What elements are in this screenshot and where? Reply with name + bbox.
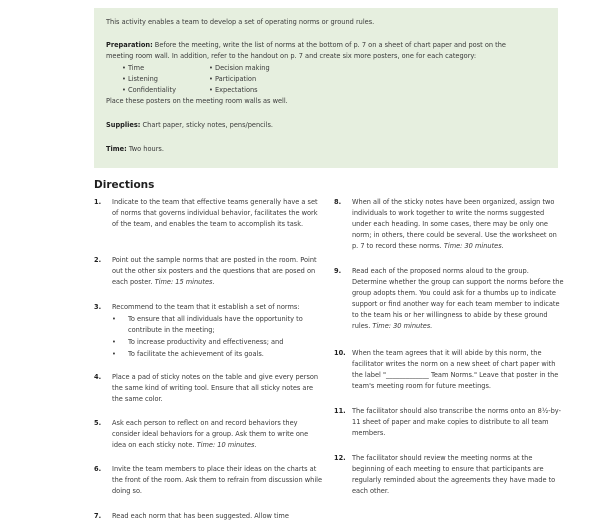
step-number: 6. xyxy=(94,465,102,473)
step-number: 2. xyxy=(94,256,102,264)
step-number: 4. xyxy=(94,373,102,381)
supplies-text: Chart paper, sticky notes, pens/pencils. xyxy=(140,121,273,129)
step-text: When all of the sticky notes have been organized, assign two individuals to work together to write the norms suggested under each heading. In some cases, there may be only one norm; in others, there could be several. Use the worksheet on p. 7 to record these norms. Time: 30 minutes. xyxy=(352,198,557,250)
step-time: Time: 30 minutes. xyxy=(372,322,433,330)
bullet-text: To increase productivity and effectiveness; and xyxy=(128,338,284,346)
preparation-line-1 xyxy=(106,40,506,51)
supplies-line xyxy=(106,120,273,131)
directions-heading: Directions xyxy=(94,179,155,191)
preparation-text-1: Before the meeting, write the list of norms at the bottom of p. 7 on a sheet of chart paper and post on the xyxy=(152,41,506,49)
step-text: Place a pad of sticky notes on the table and give every person the same kind of writing tool. Ensure that all sticky notes are the same color. xyxy=(112,373,319,403)
category-listening: • Listening xyxy=(122,75,158,83)
step-number: 9. xyxy=(334,267,342,275)
step-text: Indicate to the team that effective teams generally have a set of norms that governs individual behavior, facilitates the work of the team, and enables the team to accomplish its task. xyxy=(112,198,318,228)
activity-overview-box xyxy=(94,8,558,168)
step-number: 10. xyxy=(334,349,346,357)
step-text: When the team agrees that it will abide by this norm, the facilitator writes the norm on a new sheet of chart paper with the label "_____________ Team Norms." Leave that poster in the team's meeting room for future meetings. xyxy=(352,349,559,390)
step-time: Time: 10 minutes. xyxy=(196,441,257,449)
category-participation: • Participation xyxy=(209,75,257,83)
step-text: Read each norm that has been suggested. Allow time xyxy=(112,512,289,520)
time-text: Two hours. xyxy=(126,145,164,153)
step-text: Point out the sample norms that are posted in the room. Point out the other six posters and the questions that are posed on each poster. Time: 15 minutes. xyxy=(112,256,317,286)
step-number: 7. xyxy=(94,512,102,520)
supplies-label: Supplies: xyxy=(106,121,141,129)
step-text: The facilitator should review the meeting norms at the beginning of each meeting to ensure that participants are regularly reminded about the agreements they have made to each other. xyxy=(352,454,556,495)
step-text: The facilitator should also transcribe the norms onto an 8½-by-11 sheet of paper and make copies to distribute to all team members. xyxy=(352,407,561,437)
step-text: Recommend to the team that it establish a set of norms: xyxy=(112,303,300,311)
direction-step-3 xyxy=(94,302,324,360)
place-posters-text: Place these posters on the meeting room walls as well. xyxy=(106,97,288,105)
intro-text: This activity enables a team to develop a set of operating norms or ground rules. xyxy=(106,18,375,26)
step-number: 1. xyxy=(94,198,102,206)
category-time: • Time xyxy=(122,64,145,72)
bullet-mark: • xyxy=(112,350,116,358)
step-time: Time: 15 minutes. xyxy=(154,278,215,286)
step-text: Read each of the proposed norms aloud to the group. Determine whether the group can support the norms before the group adopts them. You could ask for a thumbs up to indicate support or find another way for each team member to indicate to the team his or her willingness to abide by these ground rules. Time: 30 minutes. xyxy=(352,267,564,330)
bullet-mark: • xyxy=(112,315,116,323)
step-time: Time: 30 minutes. xyxy=(443,242,504,250)
category-confidentiality: • Confidentiality xyxy=(122,86,176,94)
bullet-mark: • xyxy=(112,338,116,346)
step-number: 5. xyxy=(94,419,102,427)
bullet-text: To facilitate the achievement of its goals. xyxy=(128,350,264,358)
step-number: 8. xyxy=(334,198,342,206)
step-text: Ask each person to reflect on and record behaviors they consider ideal behaviors for a group. Ask them to write one idea on each sticky note. Time: 10 minutes. xyxy=(112,419,309,449)
step-number: 12. xyxy=(334,454,346,462)
preparation-label: Preparation: xyxy=(106,41,153,49)
bullet-text: To ensure that all individuals have the opportunity to xyxy=(128,315,303,323)
step-text: Invite the team members to place their ideas on the charts at the front of the room. Ask them to refrain from discussion while doing so. xyxy=(112,465,323,495)
time-line xyxy=(106,144,164,155)
time-label: Time: xyxy=(106,145,127,153)
preparation-line-2: meeting room wall. In addition, refer to the handout on p. 7 and create six more posters, one for each category: xyxy=(106,52,477,60)
step-number: 11. xyxy=(334,407,346,415)
step-number: 3. xyxy=(94,303,102,311)
category-decision-making: • Decision making xyxy=(209,64,270,72)
category-expectations: • Expectations xyxy=(209,86,258,94)
bullet-text-cont: contribute in the meeting; xyxy=(128,326,215,334)
